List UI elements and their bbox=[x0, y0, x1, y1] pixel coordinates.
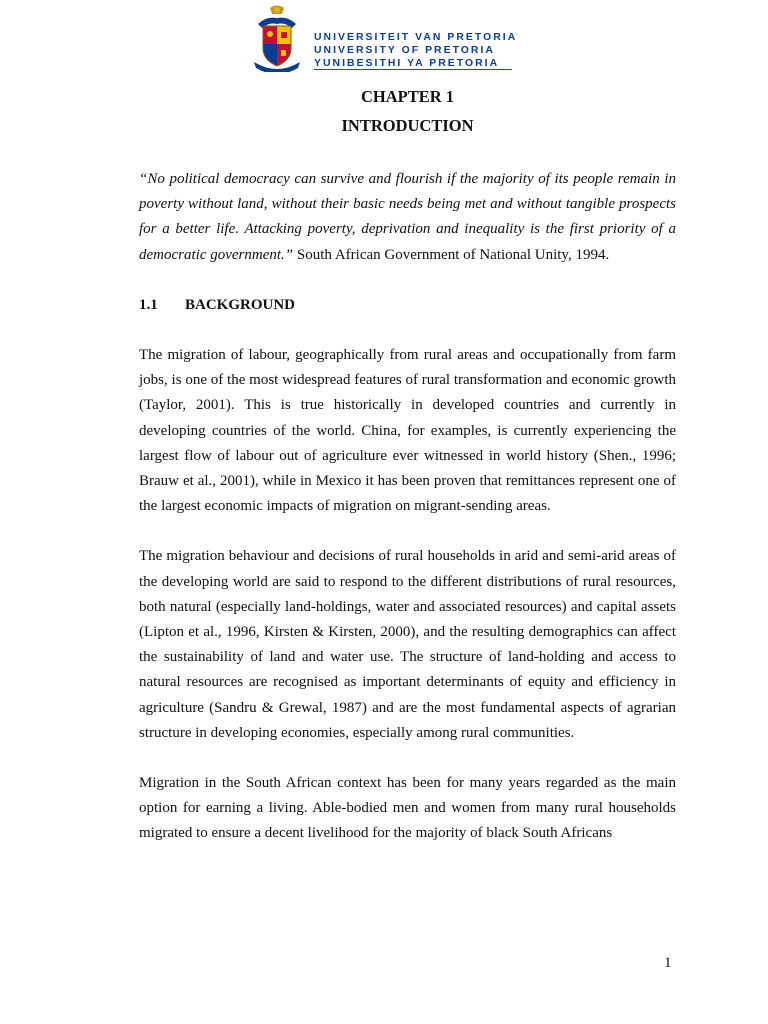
quote-attribution: South African Government of National Unity, 1994. bbox=[293, 246, 610, 263]
chapter-number: CHAPTER 1 bbox=[360, 87, 455, 106]
chapter-title: INTRODUCTION bbox=[341, 116, 474, 135]
university-name-english: UNIVERSITY OF PRETORIA bbox=[314, 45, 495, 56]
university-name-sepedi: YUNIBESITHI YA PRETORIA bbox=[314, 58, 500, 69]
university-crest-icon bbox=[252, 4, 302, 72]
section-title: BACKGROUND bbox=[185, 296, 296, 313]
body-paragraph: The migration behaviour and decisions of rural households in arid and semi-arid areas of the developing world are said to respond to the different distributions of rural resources, both natural (especially land-holdings, water and associated resources) and capital assets (Lipton et al., 1996, Kirsten & Kirsten, 2000), and the resulting demographics can affect the sustainability of land and water use. The structure of land-holding and access to natural resources are recognised as important determinants of equity and efficiency in agriculture (Sandru & Grewal, 1987) and are the most fundamental aspects of agrarian structure in developing economies, especially among rural communities. bbox=[139, 548, 676, 741]
document-body bbox=[139, 167, 676, 872]
university-names bbox=[314, 31, 517, 70]
section-heading bbox=[139, 293, 676, 318]
body-paragraph: Migration in the South African context has been for many years regarded as the main option for earning a living. Able-bodied men and women from many rural households migrated to ensure a decent livelihood for the majority of black South Africans bbox=[139, 775, 676, 842]
university-header bbox=[252, 4, 517, 72]
section-number: 1.1 bbox=[139, 296, 158, 313]
university-name-afrikaans: UNIVERSITEIT VAN PRETORIA bbox=[314, 32, 518, 43]
header-divider bbox=[314, 69, 512, 70]
body-paragraph: The migration of labour, geographically from rural areas and occupationally from farm jobs, is one of the most widespread features of rural transformation and economic growth (Taylor, 2001). This is true historically in developed countries and currently in developing countries of the world. China, for examples, is currently experiencing the largest flow of labour out of agriculture ever witnessed in world history (Shen., 1996; Brauw et al., 2001), while in Mexico it has been proven that remittances represent one of the largest economic impacts of migration on migrant-sending areas. bbox=[139, 347, 676, 515]
epigraph-quote bbox=[139, 167, 676, 268]
page-number: 1 bbox=[664, 955, 672, 971]
quote-text: “No political democracy can survive and flourish if the majority of its people remain in poverty without land, without their basic needs being met and without tangible prospects for a better life. Attacking poverty, deprivation and inequality is the first priority of a democratic government.” bbox=[139, 171, 676, 263]
